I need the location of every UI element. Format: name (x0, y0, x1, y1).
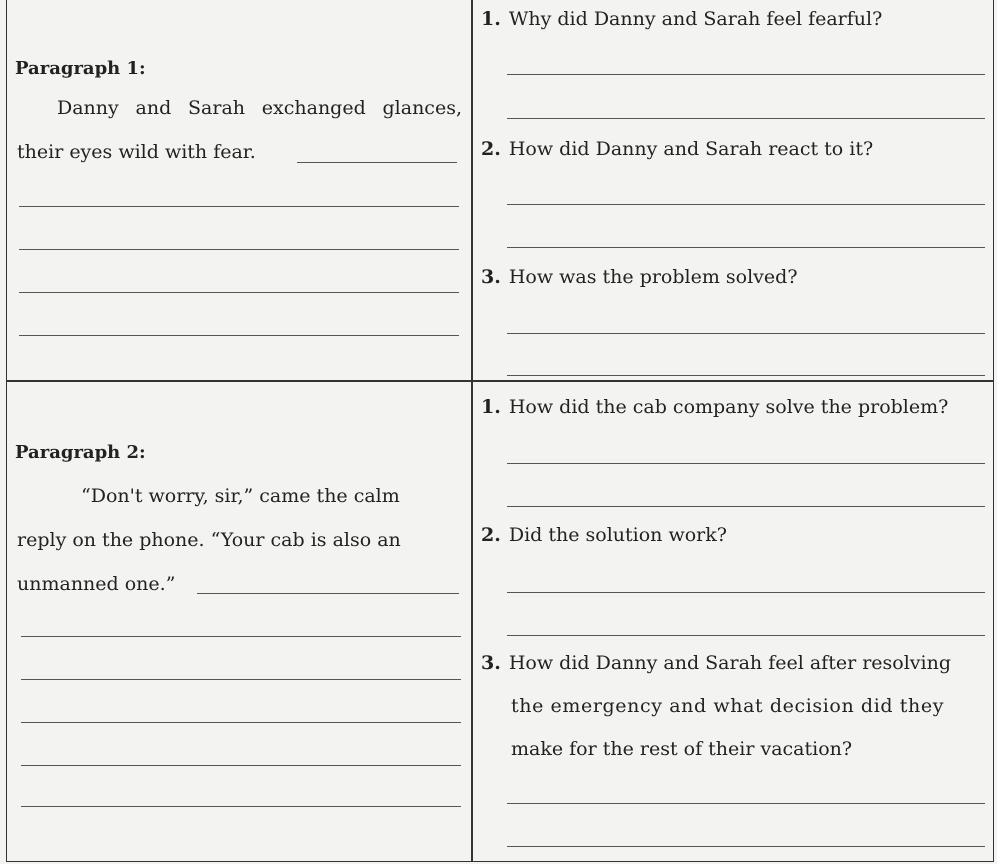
p1-question-3: 3. How was the problem solved? (481, 266, 798, 288)
paragraph1-heading: Paragraph 1: (15, 58, 146, 79)
answer-line[interactable] (507, 333, 985, 334)
answer-line[interactable] (507, 247, 985, 248)
answer-line[interactable] (507, 118, 985, 119)
paragraph1-sentence: Danny and Sarah exchanged glances, their eyes wild with fear. (17, 97, 462, 163)
answer-line[interactable] (21, 722, 461, 723)
answer-line[interactable] (21, 806, 461, 807)
answer-line[interactable] (21, 636, 461, 637)
p2-question-1: 1. How did the cab company solve the problem? (481, 396, 949, 418)
p1-question-1: 1. Why did Danny and Sarah feel fearful? (481, 8, 883, 30)
row-divider (7, 380, 993, 382)
answer-line[interactable] (19, 292, 459, 293)
answer-line[interactable] (197, 593, 459, 594)
answer-line[interactable] (507, 592, 985, 593)
answer-line[interactable] (19, 206, 459, 207)
answer-line[interactable] (19, 249, 459, 250)
answer-line[interactable] (507, 635, 985, 636)
answer-line[interactable] (507, 74, 985, 75)
p2-question-2: 2. Did the solution work? (481, 524, 727, 546)
answer-line[interactable] (19, 335, 459, 336)
p2-question-3: 3. How did Danny and Sarah feel after resolving the emergency and what decision did they make for the rest of their vacation? (481, 652, 952, 760)
answer-line[interactable] (507, 846, 985, 847)
answer-line[interactable] (21, 679, 461, 680)
answer-line[interactable] (507, 463, 985, 464)
column-divider (471, 0, 473, 862)
paragraph1-text (17, 86, 462, 174)
answer-line[interactable] (507, 204, 985, 205)
p1-question-2: 2. How did Danny and Sarah react to it? (481, 138, 874, 160)
answer-line[interactable] (297, 162, 457, 163)
answer-line[interactable] (507, 803, 985, 804)
paragraph2-text: “Don't worry, sir,” came the calm reply on the phone. “Your cab is also an unmanned one.” (17, 485, 401, 595)
answer-line[interactable] (507, 375, 985, 376)
paragraph2-heading: Paragraph 2: (15, 442, 146, 463)
answer-line[interactable] (21, 765, 461, 766)
answer-line[interactable] (507, 506, 985, 507)
worksheet-table (6, 0, 994, 862)
